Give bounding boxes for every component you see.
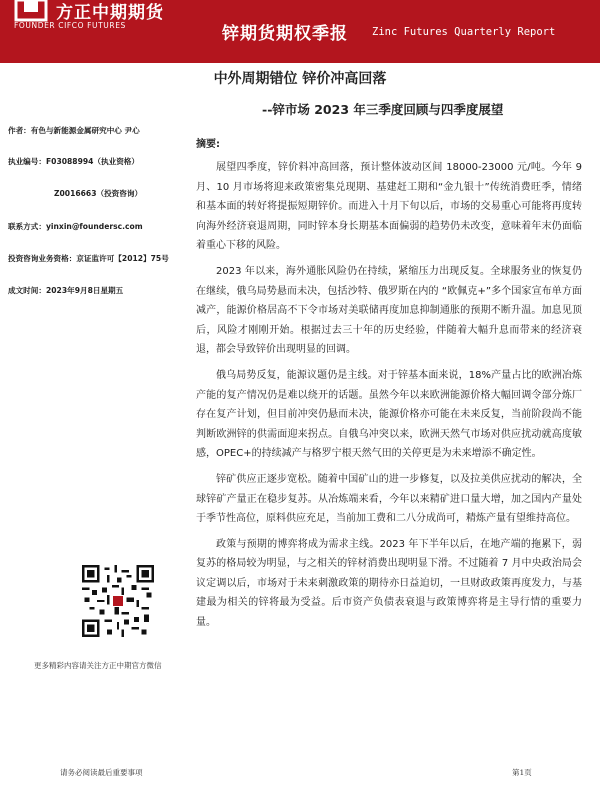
paragraph-macro: 2023 年以来，海外通胀风险仍在持续，紧缩压力出现反复。全球服务业的恢复仍在继续，俄乌局势悬而未决，包括沙特、俄罗斯在内的 “欧佩克+”多个国家宣布单方面减产，能源价格居高不下令市场对美联储再度加息抑制通胀的预期不断升温。加息见顶后，风险才刚刚开始。根据过去三十年的历史经验，伴随着大幅升息而带来的经济衰退，都会导致锌价出现明显的回调。 [196, 265, 582, 356]
paragraph-demand: 政策与预期的博弈将成为需求主线。2023 年下半年以后，在地产端的拖累下，弱复苏的格局较为明显，与之相关的锌材消费出现明显下滑。不过随着 7 月中央政治局会议定调以后，市场对于未来刺激政策的期待亦日益迫切，一旦财政政策再度发力，与基建最为相关的锌将最为受益。后市资产负债表衰退与政策博弈将是主导行情的重要力量。 [196, 538, 582, 629]
report-title: 中外周期错位 锌价冲高回落 [213, 71, 387, 87]
paragraph-outlook: 展望四季度，锌价料冲高回落，预计整体波动区间 18000-23000 元/吨。今年 9 月、10 月市场将迎来政策密集兑现期、基建赶工期和“金九银十”传统消费旺季，情绪和基本面的转好将提振短期锌价。而进入十月下旬以后，市场的交易重心可能将再度转向海外经济衰退周期，同时锌本身长期基本面偏弱的趋势仍未改变，意味着年末仍面临着重心下移的风险。 [196, 162, 582, 252]
report-header [0, 0, 600, 63]
paragraph-supply: 锌矿供应正逐步宽松。随着中国矿山的进一步修复，以及拉美供应扰动的解决，全球锌矿产量正在稳步复苏。从冶炼端来看，今年以来精矿进口量大增，加之国内产量处于季节性高位，原料供应充足，当前加工费和二八分成尚可，精炼产量有望维持高位。 [196, 473, 582, 525]
paragraph-energy: 俄乌局势反复，能源议题仍是主线。对于锌基本面来说，18%产量占比的欧洲冶炼产能的复产情况仍是难以绕开的话题。虽然今年以来欧洲能源价格大幅回调令部分炼厂存在复产计划，但目前冲突仍悬而未决，能源价格亦可能在未来反复，当前阶段尚不能判断欧洲锌的供需面迎来拐点。自俄乌冲突以来，欧洲天然气市场对供应扰动就高度敏感，OPEC+的持续减产与格罗宁根天然气田的关停更是为未来增添不确定性。 [196, 369, 582, 460]
report-type-en: Zinc Futures Quarterly Report [372, 26, 556, 38]
consult-license-line: Z0016663（投资咨询） [54, 189, 143, 198]
report-subtitle: --锌市场 2023 年三季度回顾与四季度展望 [262, 102, 504, 117]
author-line: 作者：有色与新能源金属研究中心 尹心 [8, 126, 140, 135]
qualification-line: 投资咨询业务资格：京证监许可【2012】75号 [8, 254, 169, 263]
license-number-line: 执业编号：F03088994（执业资格） [8, 157, 139, 166]
company-name-cn: 方正中期期货 [56, 3, 164, 23]
company-name-en: FOUNDER CIFCO FUTURES [14, 21, 126, 30]
page-number: 第1页 [512, 768, 532, 777]
qr-caption: 更多精彩内容请关注方正中期官方微信 [34, 661, 162, 670]
contact-line: 联系方式：yinxin@foundersc.com [8, 222, 143, 231]
report-type-cn: 锌期货期权季报 [222, 24, 348, 44]
abstract-label: 摘要: [196, 139, 220, 150]
wechat-qr-code [82, 565, 154, 637]
date-line: 成文时间：2023年9月8日星期五 [8, 286, 124, 295]
abstract-body [196, 158, 582, 639]
footer-disclaimer: 请务必阅读最后重要事项 [60, 768, 143, 777]
